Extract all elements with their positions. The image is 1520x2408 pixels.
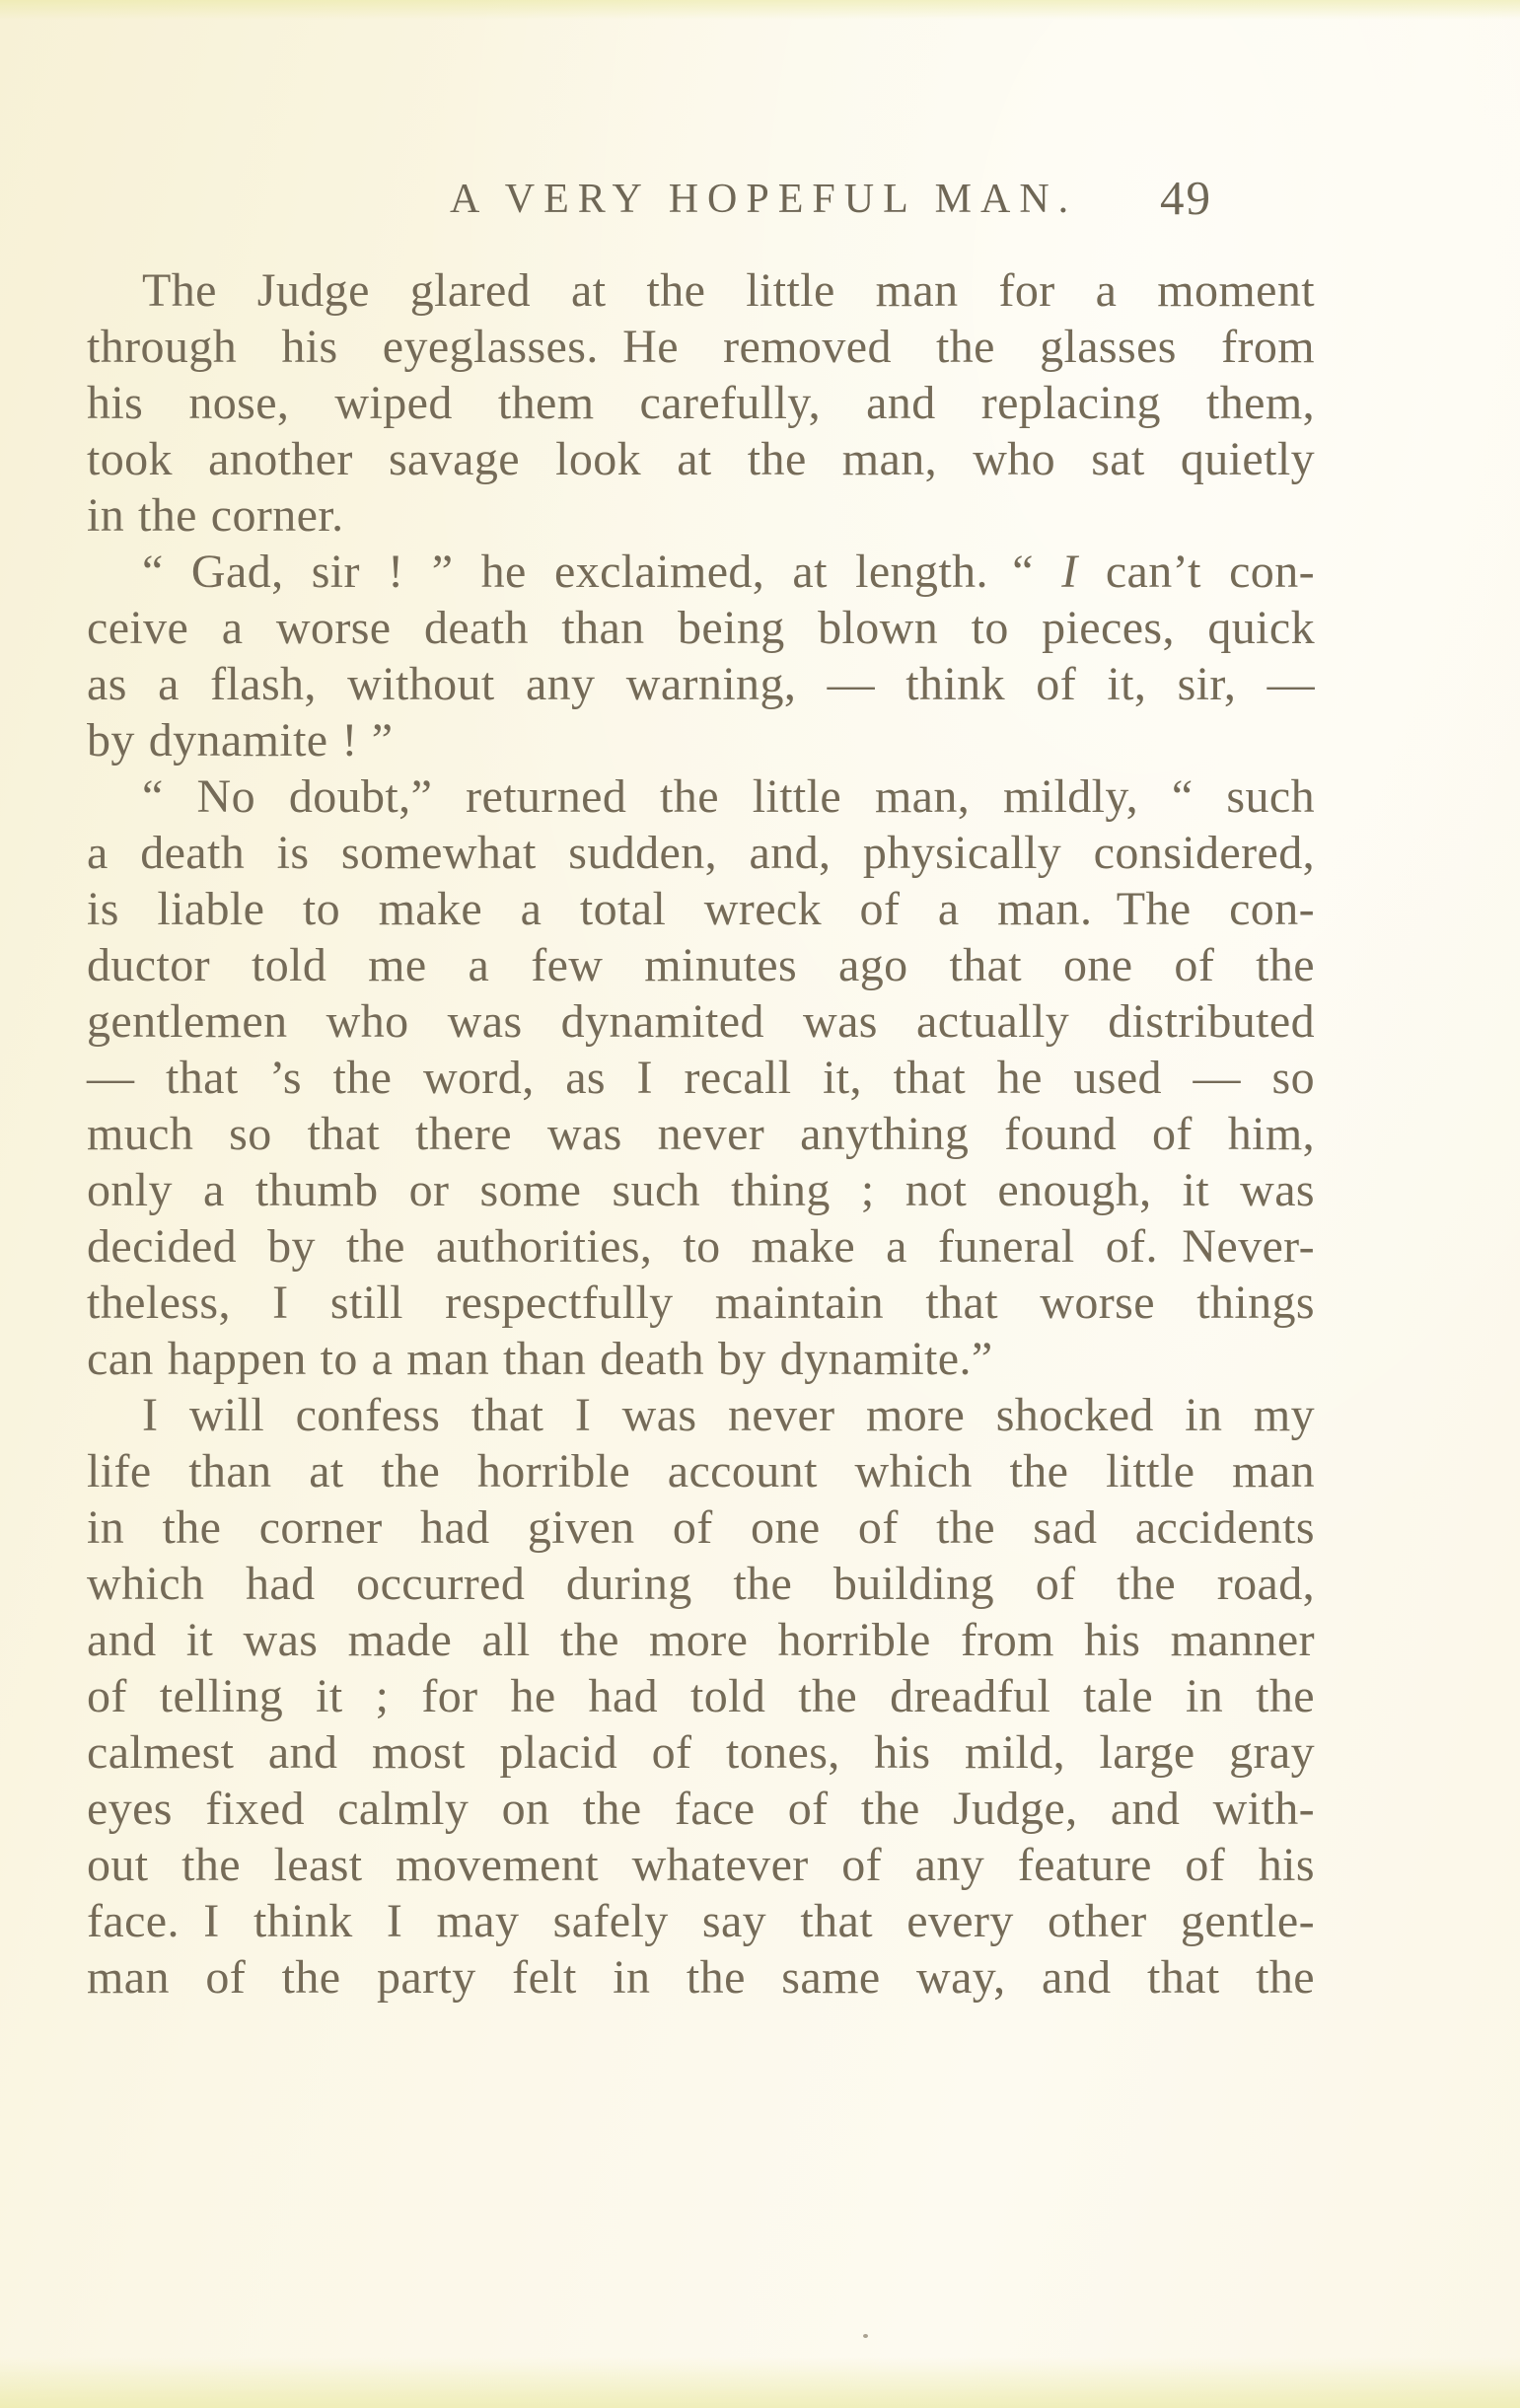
text-line [87, 881, 1315, 937]
text-line [87, 993, 1315, 1050]
text-segment: and it was made all the more horrible from his manner [87, 1614, 1315, 1666]
text-segment: eyes fixed calmly on the face of the Judge, and with- [87, 1783, 1315, 1835]
body-text-block [87, 262, 1315, 2006]
paragraph [87, 262, 1315, 544]
text-line [87, 431, 1315, 487]
text-line [87, 375, 1315, 431]
text-segment: calmest and most placid of tones, his mild, large gray [87, 1726, 1315, 1779]
text-segment: I will confess that I was never more shocked in my [142, 1389, 1315, 1441]
text-segment: ductor told me a few minutes ago that one of the [87, 939, 1315, 991]
text-segment: can’t con- [1077, 546, 1315, 598]
text-segment: is liable to make a total wreck of a man. The con- [87, 883, 1315, 935]
text-segment: “ Gad, sir ! ” he exclaimed, at length. “ [142, 546, 1062, 598]
text-line [87, 544, 1315, 600]
text-segment: much so that there was never anything found of him, [87, 1108, 1315, 1160]
text-line [87, 1612, 1315, 1668]
text-segment: his nose, wiped them carefully, and replacing them, [87, 377, 1315, 429]
text-line [87, 1556, 1315, 1612]
text-line [87, 825, 1315, 881]
text-line [87, 600, 1315, 656]
ink-speck [863, 2334, 868, 2338]
text-segment: of telling it ; for he had told the dreadful tale in the [87, 1670, 1315, 1722]
text-segment: “ No doubt,” returned the little man, mildly, “ such [142, 770, 1315, 823]
text-line [87, 1275, 1315, 1331]
text-line [87, 1443, 1315, 1499]
text-segment: as a flash, without any warning, — think of it, sir, — [87, 658, 1315, 710]
text-line [87, 712, 1315, 768]
page-number: 49 [1160, 171, 1212, 225]
text-segment: through his eyeglasses. He removed the glasses from [87, 321, 1315, 373]
text-segment: gentlemen who was dynamited was actually distributed [87, 995, 1315, 1048]
text-segment: face. I think I may safely say that every other gentle- [87, 1895, 1315, 1947]
text-line [87, 937, 1315, 993]
text-line [87, 1050, 1315, 1106]
text-line [87, 1668, 1315, 1724]
paragraph [87, 1387, 1315, 2006]
italic-text: I [1061, 546, 1078, 598]
text-line [87, 1162, 1315, 1218]
text-segment: — that ’s the word, as I recall it, that he used — so [87, 1052, 1315, 1104]
text-line [87, 768, 1315, 825]
text-line [87, 1949, 1315, 2006]
paragraph [87, 544, 1315, 768]
text-segment: which had occurred during the building of the road, [87, 1558, 1315, 1610]
text-line [87, 1218, 1315, 1275]
text-line [87, 1893, 1315, 1949]
text-segment: a death is somewhat sudden, and, physically considered, [87, 827, 1315, 879]
text-line [87, 1724, 1315, 1781]
text-line [87, 1837, 1315, 1893]
text-segment: life than at the horrible account which the little man [87, 1445, 1315, 1497]
text-segment: in the corner had given of one of the sad accidents [87, 1501, 1315, 1554]
text-segment: theless, I still respectfully maintain that worse things [87, 1277, 1315, 1329]
text-line [87, 1387, 1315, 1443]
text-line [87, 319, 1315, 375]
text-segment: ceive a worse death than being blown to pieces, quick [87, 602, 1315, 654]
text-segment: took another savage look at the man, who sat quietly [87, 433, 1315, 485]
running-header [87, 170, 1315, 229]
text-segment: can happen to a man than death by dynamite.” [87, 1333, 993, 1385]
paragraph [87, 768, 1315, 1387]
text-line [87, 487, 1315, 544]
text-segment: decided by the authorities, to make a funeral of. Never- [87, 1220, 1315, 1273]
text-segment: out the least movement whatever of any feature of his [87, 1839, 1315, 1891]
text-line [87, 656, 1315, 712]
text-segment: The Judge glared at the little man for a moment [142, 264, 1315, 317]
text-segment: by dynamite ! ” [87, 714, 394, 766]
text-segment: man of the party felt in the same way, and that the [87, 1951, 1315, 2004]
page-header-title: A VERY HOPEFUL MAN. [450, 177, 1078, 222]
text-line [87, 1499, 1315, 1556]
text-segment: only a thumb or some such thing ; not enough, it was [87, 1164, 1315, 1216]
text-line [87, 262, 1315, 319]
text-line [87, 1781, 1315, 1837]
text-segment: in the corner. [87, 489, 344, 542]
text-line [87, 1331, 1315, 1387]
text-line [87, 1106, 1315, 1162]
